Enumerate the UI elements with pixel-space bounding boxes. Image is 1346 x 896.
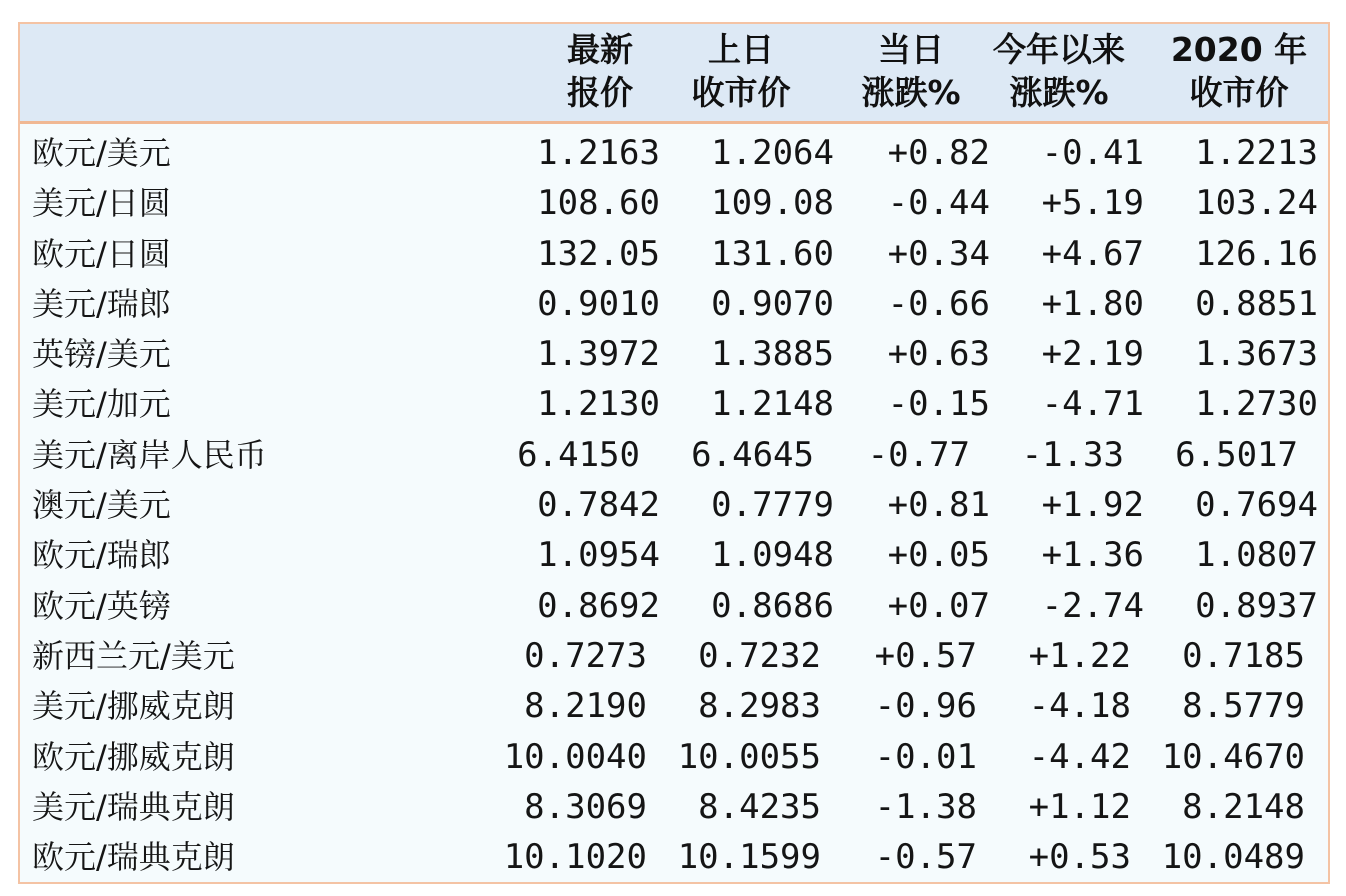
cell-2020-close: 126.16 — [1195, 233, 1318, 274]
cell-prev-close: 1.2148 — [711, 384, 834, 425]
currency-pair-label: 英镑/美元 — [32, 335, 171, 374]
cell-2020-close: 0.7185 — [1182, 635, 1305, 676]
cell-2020-close: 1.2730 — [1195, 384, 1318, 425]
table-row — [20, 229, 1328, 279]
table-body — [20, 128, 1328, 882]
currency-pair-label: 欧元/美元 — [32, 134, 171, 172]
header-latest-quote: 最新 报价 — [567, 30, 633, 112]
table-row — [20, 379, 1328, 429]
cell-prev-close: 1.2064 — [711, 133, 834, 173]
table-row — [20, 581, 1328, 631]
cell-ytd-change: +0.53 — [1028, 837, 1131, 878]
cell-latest: 8.2190 — [524, 686, 647, 727]
cell-latest: 108.60 — [537, 183, 660, 224]
cell-day-change: +0.82 — [887, 133, 990, 173]
cell-prev-close: 131.60 — [711, 233, 834, 274]
cell-ytd-change: +5.19 — [1041, 183, 1144, 224]
table-row — [20, 128, 1328, 178]
cell-day-change: +0.57 — [874, 635, 977, 676]
currency-pair-label: 欧元/瑞典克朗 — [32, 838, 235, 877]
cell-latest: 1.0954 — [537, 535, 660, 576]
cell-latest: 1.3972 — [537, 334, 660, 375]
cell-2020-close: 0.7694 — [1195, 485, 1318, 526]
table-header — [20, 24, 1328, 124]
cell-latest: 10.1020 — [503, 837, 647, 878]
table-row — [20, 480, 1328, 530]
cell-prev-close: 6.4645 — [691, 434, 814, 475]
cell-day-change: +0.05 — [887, 535, 990, 576]
header-day-change: 当日 涨跌% — [861, 30, 961, 112]
cell-2020-close: 10.0489 — [1161, 837, 1305, 878]
currency-pair-label: 美元/日圆 — [32, 184, 171, 223]
cell-latest: 1.2130 — [537, 384, 660, 425]
cell-prev-close: 10.1599 — [677, 837, 821, 878]
cell-prev-close: 1.0948 — [711, 535, 834, 576]
cell-latest: 132.05 — [537, 233, 660, 274]
cell-day-change: +0.81 — [887, 485, 990, 526]
currency-pair-label: 澳元/美元 — [32, 486, 171, 525]
currency-pair-label: 新西兰元/美元 — [32, 636, 235, 675]
currency-pair-label: 欧元/瑞郎 — [32, 536, 171, 575]
cell-latest: 0.8692 — [537, 585, 660, 626]
table-row — [20, 631, 1328, 681]
cell-prev-close: 0.9070 — [711, 283, 834, 324]
cell-day-change: -0.96 — [874, 686, 977, 727]
cell-ytd-change: +1.92 — [1041, 485, 1144, 526]
currency-pair-label: 欧元/挪威克朗 — [32, 737, 235, 776]
currency-pair-label: 欧元/英镑 — [32, 586, 171, 625]
cell-2020-close: 8.5779 — [1182, 686, 1305, 727]
currency-pair-label: 欧元/日圆 — [32, 234, 171, 273]
table-row — [20, 178, 1328, 228]
table-row — [20, 681, 1328, 731]
cell-2020-close: 8.2148 — [1182, 786, 1305, 827]
cell-latest: 0.7273 — [524, 635, 647, 676]
cell-day-change: -0.77 — [867, 434, 970, 475]
header-2020-close: 2020 年 收市价 — [1170, 30, 1308, 112]
fx-quote-table — [18, 22, 1330, 884]
cell-prev-close: 8.2983 — [698, 686, 821, 727]
cell-latest: 8.3069 — [524, 786, 647, 827]
table-row — [20, 430, 1328, 480]
table-row — [20, 329, 1328, 379]
cell-ytd-change: -4.18 — [1028, 686, 1131, 727]
cell-prev-close: 109.08 — [711, 183, 834, 224]
cell-ytd-change: +4.67 — [1041, 233, 1144, 274]
cell-2020-close: 0.8851 — [1195, 283, 1318, 324]
cell-2020-close: 1.3673 — [1195, 334, 1318, 375]
currency-pair-label: 美元/瑞典克朗 — [32, 787, 235, 826]
cell-day-change: -0.01 — [874, 736, 977, 777]
cell-2020-close: 10.4670 — [1161, 736, 1305, 777]
cell-day-change: +0.34 — [887, 233, 990, 274]
cell-ytd-change: +2.19 — [1041, 334, 1144, 375]
cell-day-change: -0.57 — [874, 837, 977, 878]
cell-ytd-change: -4.71 — [1041, 384, 1144, 425]
cell-prev-close: 8.4235 — [698, 786, 821, 827]
currency-pair-label: 美元/瑞郎 — [32, 284, 171, 323]
cell-day-change: -0.44 — [887, 183, 990, 224]
cell-2020-close: 1.2213 — [1195, 133, 1318, 173]
cell-2020-close: 0.8937 — [1195, 585, 1318, 626]
cell-ytd-change: -1.33 — [1021, 434, 1124, 475]
cell-ytd-change: +1.22 — [1028, 635, 1131, 676]
cell-latest: 0.9010 — [537, 283, 660, 324]
cell-2020-close: 1.0807 — [1195, 535, 1318, 576]
cell-day-change: -1.38 — [874, 786, 977, 827]
header-ytd-change: 今年以来 涨跌% — [993, 30, 1125, 112]
cell-2020-close: 6.5017 — [1175, 434, 1298, 475]
cell-2020-close: 103.24 — [1195, 183, 1318, 224]
cell-latest: 6.4150 — [517, 434, 640, 475]
cell-day-change: -0.15 — [887, 384, 990, 425]
cell-ytd-change: +1.36 — [1041, 535, 1144, 576]
cell-ytd-change: -0.41 — [1041, 133, 1144, 173]
currency-pair-label: 美元/离岸人民币 — [32, 435, 267, 474]
cell-day-change: +0.07 — [887, 585, 990, 626]
cell-ytd-change: -2.74 — [1041, 585, 1144, 626]
header-prev-close: 上日 收市价 — [691, 30, 791, 112]
cell-latest: 0.7842 — [537, 485, 660, 526]
cell-day-change: +0.63 — [887, 334, 990, 375]
table-row — [20, 530, 1328, 580]
cell-day-change: -0.66 — [887, 283, 990, 324]
cell-ytd-change: +1.80 — [1041, 283, 1144, 324]
table-row — [20, 279, 1328, 329]
cell-prev-close: 0.7232 — [698, 635, 821, 676]
table-row — [20, 832, 1328, 882]
cell-ytd-change: -4.42 — [1028, 736, 1131, 777]
currency-pair-label: 美元/加元 — [32, 385, 171, 424]
cell-ytd-change: +1.12 — [1028, 786, 1131, 827]
table-row — [20, 782, 1328, 832]
table-row — [20, 732, 1328, 782]
cell-prev-close: 0.7779 — [711, 485, 834, 526]
cell-latest: 1.2163 — [537, 133, 660, 173]
cell-latest: 10.0040 — [503, 736, 647, 777]
cell-prev-close: 10.0055 — [677, 736, 821, 777]
currency-pair-label: 美元/挪威克朗 — [32, 687, 235, 726]
cell-prev-close: 0.8686 — [711, 585, 834, 626]
cell-prev-close: 1.3885 — [711, 334, 834, 375]
